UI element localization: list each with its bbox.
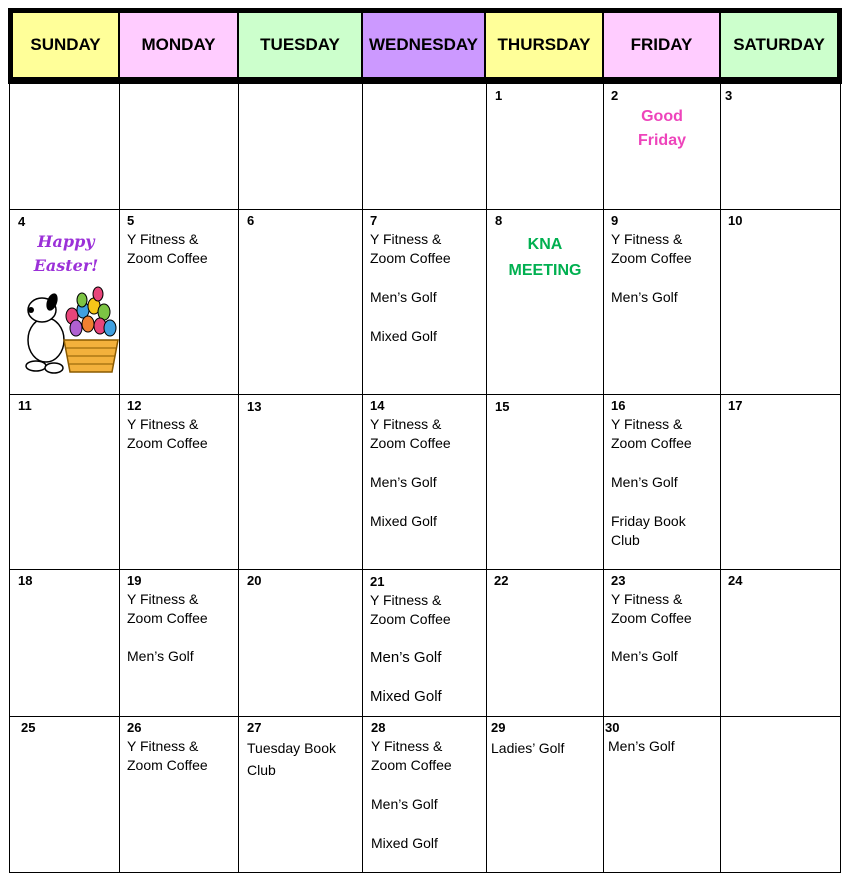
event-y-fitness: Y Fitness & Zoom Coffee: [611, 231, 692, 266]
day-cell-19: [120, 570, 238, 716]
event-y-fitness: Y Fitness & Zoom Coffee: [127, 416, 208, 451]
day-cell-27: [239, 717, 362, 872]
day-cell-26: [120, 717, 238, 872]
event-ladies-golf: Ladies’ Golf: [491, 740, 565, 756]
day-number: 8: [495, 213, 503, 228]
day-cell-16: [604, 395, 720, 569]
event-mens-golf: Men’s Golf: [370, 649, 442, 666]
kna-meeting-label: KNA MEETING: [508, 236, 582, 279]
day-number: 30: [605, 720, 620, 735]
day-cell-4: [10, 210, 119, 394]
header-friday: FRIDAY: [604, 13, 719, 77]
good-friday-label: Good Friday: [637, 108, 686, 149]
day-number: 19: [127, 573, 142, 588]
event-y-fitness: Y Fitness & Zoom Coffee: [127, 231, 208, 266]
event-y-fitness: Y Fitness & Zoom Coffee: [611, 591, 692, 626]
event-mens-golf: Men’s Golf: [611, 289, 678, 305]
event-y-fitness: Y Fitness & Zoom Coffee: [127, 591, 208, 626]
day-cell-17: [721, 395, 840, 569]
day-number: 2: [611, 88, 619, 103]
day-cell-5: [120, 210, 238, 394]
day-number: 11: [18, 398, 32, 413]
day-cell-28: [363, 717, 486, 872]
event-y-fitness: Y Fitness & Zoom Coffee: [611, 416, 692, 451]
day-cell-11: [10, 395, 119, 569]
day-cell-23: [604, 570, 720, 716]
day-cell-18: [10, 570, 119, 716]
empty-cell: [721, 717, 840, 872]
day-number: 4: [18, 214, 26, 229]
day-number: 29: [491, 720, 506, 735]
header-sunday: SUNDAY: [13, 13, 118, 77]
day-cell-7: [363, 210, 486, 394]
day-number: 18: [18, 573, 33, 588]
day-number: 13: [247, 399, 262, 414]
weekday-header: [8, 8, 842, 84]
event-mens-golf: Men’s Golf: [371, 796, 438, 812]
header-wednesday: WEDNESDAY: [363, 13, 484, 77]
day-cell-13: [239, 395, 362, 569]
event-mens-golf: Men’s Golf: [370, 474, 437, 490]
day-cell-14: [363, 395, 486, 569]
event-mens-golf: Men’s Golf: [370, 289, 437, 305]
event-mens-golf: Men’s Golf: [611, 474, 678, 490]
day-number: 6: [247, 213, 255, 228]
day-number: 21: [370, 574, 385, 589]
event-friday-book-club: Friday Book Club: [611, 513, 686, 548]
event-mixed-golf: Mixed Golf: [370, 513, 437, 529]
event-y-fitness: Y Fitness & Zoom Coffee: [371, 738, 452, 773]
day-cell-1: [487, 84, 603, 209]
event-y-fitness: Y Fitness & Zoom Coffee: [370, 592, 451, 627]
day-number: 17: [728, 398, 743, 413]
day-number: 24: [728, 573, 743, 588]
day-number: 1: [495, 88, 503, 103]
day-cell-20: [239, 570, 362, 716]
event-mens-golf: Men’s Golf: [611, 648, 678, 664]
event-mens-golf: Men’s Golf: [127, 648, 194, 664]
day-cell-6: [239, 210, 362, 394]
header-saturday: SATURDAY: [721, 13, 837, 77]
header-monday: MONDAY: [120, 13, 237, 77]
day-number: 28: [371, 720, 386, 735]
day-number: 3: [725, 88, 733, 103]
day-number: 25: [21, 720, 36, 735]
event-y-fitness: Y Fitness & Zoom Coffee: [370, 416, 451, 451]
day-number: 7: [370, 213, 378, 228]
happy-easter-label: Happy Easter!: [33, 232, 99, 275]
day-cell-30: [604, 717, 720, 872]
snoopy-easter-basket-icon: [20, 280, 119, 376]
event-y-fitness: Y Fitness & Zoom Coffee: [127, 738, 208, 773]
day-number: 26: [127, 720, 142, 735]
day-cell-9: [604, 210, 720, 394]
day-cell-8: [487, 210, 603, 394]
event-mixed-golf: Mixed Golf: [370, 688, 442, 705]
day-number: 10: [728, 213, 743, 228]
day-cell-22: [487, 570, 603, 716]
day-number: 14: [370, 398, 385, 413]
day-number: 15: [495, 399, 510, 414]
header-tuesday: TUESDAY: [239, 13, 361, 77]
day-cell-21: [363, 570, 486, 716]
day-number: 9: [611, 213, 619, 228]
day-cell-2: [604, 84, 720, 209]
day-cell-24: [721, 570, 840, 716]
day-cell-15: [487, 395, 603, 569]
day-cell-3: [721, 84, 840, 209]
event-mixed-golf: Mixed Golf: [371, 835, 438, 851]
day-number: 12: [127, 398, 142, 413]
day-number: 23: [611, 573, 626, 588]
event-tuesday-book-club: Tuesday Book Club: [247, 740, 336, 778]
day-cell-12: [120, 395, 238, 569]
day-number: 16: [611, 398, 626, 413]
day-cell-29: [487, 717, 603, 872]
event-mens-golf: Men’s Golf: [608, 738, 675, 754]
event-y-fitness: Y Fitness & Zoom Coffee: [370, 231, 451, 266]
day-cell-10: [721, 210, 840, 394]
day-number: 5: [127, 213, 135, 228]
day-number: 20: [247, 573, 262, 588]
day-cell-25: [10, 717, 119, 872]
header-thursday: THURSDAY: [486, 13, 602, 77]
day-number: 22: [494, 573, 509, 588]
event-mixed-golf: Mixed Golf: [370, 328, 437, 344]
day-number: 27: [247, 720, 262, 735]
